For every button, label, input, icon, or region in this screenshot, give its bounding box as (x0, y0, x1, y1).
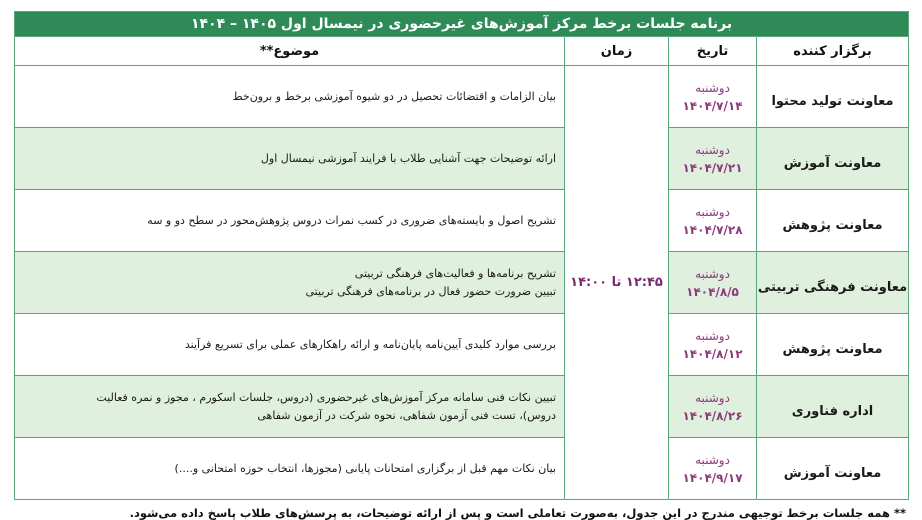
day-label: دوشنبه (695, 142, 730, 157)
organizer-cell: اداره فناوری (757, 376, 909, 438)
topic-cell (15, 376, 565, 438)
topic-cell (15, 314, 565, 376)
footnote: ** همه جلسات برخط توجیهی مندرج در این جدول، به‌صورت تعاملی است و پس از ارائه توضیحات، به پرسش‌های طلاب پاسخ داده می‌شود. (129, 506, 906, 520)
topic-line: تبیین نکات فنی سامانه مرکز آموزش‌های غیرحضوری (دروس، جلسات اسکورم ، مجوز و نمره فعالیت (96, 390, 557, 404)
date-cell (669, 190, 757, 252)
table-row (15, 190, 909, 252)
date-value: ۱۴۰۴/۷/۲۱ (682, 160, 743, 175)
table-row (15, 128, 909, 190)
header-time: زمان (565, 37, 669, 66)
date-value: ۱۴۰۴/۸/۲۶ (682, 408, 743, 423)
time-cell: ۱۲:۴۵ تا ۱۴:۰۰ (565, 66, 669, 500)
date-cell (669, 128, 757, 190)
topic-line: ارائه توضیحات جهت آشنایی طلاب با فرایند آموزشی نیمسال اول (260, 151, 557, 165)
topic-line: بیان نکات مهم قبل از برگزاری امتحانات پایانی (مجوزها، انتخاب حوزه امتحانی و....) (174, 461, 557, 475)
organizer-cell: معاونت فرهنگی تربیتی (757, 252, 909, 314)
date-value: ۱۴۰۴/۸/۱۲ (682, 346, 743, 361)
table-row (15, 252, 909, 314)
topic-line: دروس)، تست فنی آزمون شفاهی، نحوه شرکت در آزمون شفاهی (257, 408, 557, 422)
date-value: ۱۴۰۴/۸/۵ (686, 284, 739, 299)
topic-cell (15, 128, 565, 190)
topic-line: تبیین ضرورت حضور فعال در برنامه‌های فرهنگی تربیتی (305, 284, 557, 298)
organizer-cell: معاونت پژوهش (757, 190, 909, 252)
day-label: دوشنبه (695, 390, 730, 405)
organizer-cell: معاونت آموزش (757, 128, 909, 190)
header-topic: موضوع** (15, 37, 565, 66)
day-label: دوشنبه (695, 266, 730, 281)
header-organizer: برگزار کننده (757, 37, 909, 66)
date-cell (669, 314, 757, 376)
table-row (15, 376, 909, 438)
topic-cell (15, 66, 565, 128)
day-label: دوشنبه (695, 328, 730, 343)
table-row (15, 66, 909, 128)
schedule-container (14, 11, 908, 520)
table-row (15, 438, 909, 500)
date-cell (669, 376, 757, 438)
table-row (15, 314, 909, 376)
day-label: دوشنبه (695, 80, 730, 95)
topic-line: بیان الزامات و اقتضائات تحصیل در دو شیوه آموزشی برخط و برون‌خط (232, 89, 557, 103)
topic-line: تشریح اصول و بایسته‌های ضروری در کسب نمرات دروس پژوهش‌محور در سطح دو و سه (147, 213, 557, 227)
date-value: ۱۴۰۴/۷/۱۴ (682, 98, 743, 113)
date-value: ۱۴۰۴/۹/۱۷ (682, 470, 743, 485)
topic-cell (15, 252, 565, 314)
topic-line: تشریح برنامه‌ها و فعالیت‌های فرهنگی تربیتی (354, 266, 557, 280)
table-title: برنامه جلسات برخط مرکز آموزش‌های غیرحضوری در نیمسال اول ۱۴۰۵ – ۱۴۰۴ (15, 12, 909, 37)
topic-cell (15, 438, 565, 500)
date-cell (669, 438, 757, 500)
date-value: ۱۴۰۴/۷/۲۸ (682, 222, 743, 237)
day-label: دوشنبه (695, 452, 730, 467)
topic-cell (15, 190, 565, 252)
topic-line: بررسی موارد کلیدی آیین‌نامه پایان‌نامه و ارائه راهکارهای عملی برای تسریع فرآیند (184, 337, 557, 351)
organizer-cell: معاونت پژوهش (757, 314, 909, 376)
day-label: دوشنبه (695, 204, 730, 219)
header-date: تاریخ (669, 37, 757, 66)
date-cell (669, 252, 757, 314)
organizer-cell: معاونت تولید محتوا (757, 66, 909, 128)
date-cell (669, 66, 757, 128)
schedule-table (14, 11, 909, 500)
organizer-cell: معاونت آموزش (757, 438, 909, 500)
